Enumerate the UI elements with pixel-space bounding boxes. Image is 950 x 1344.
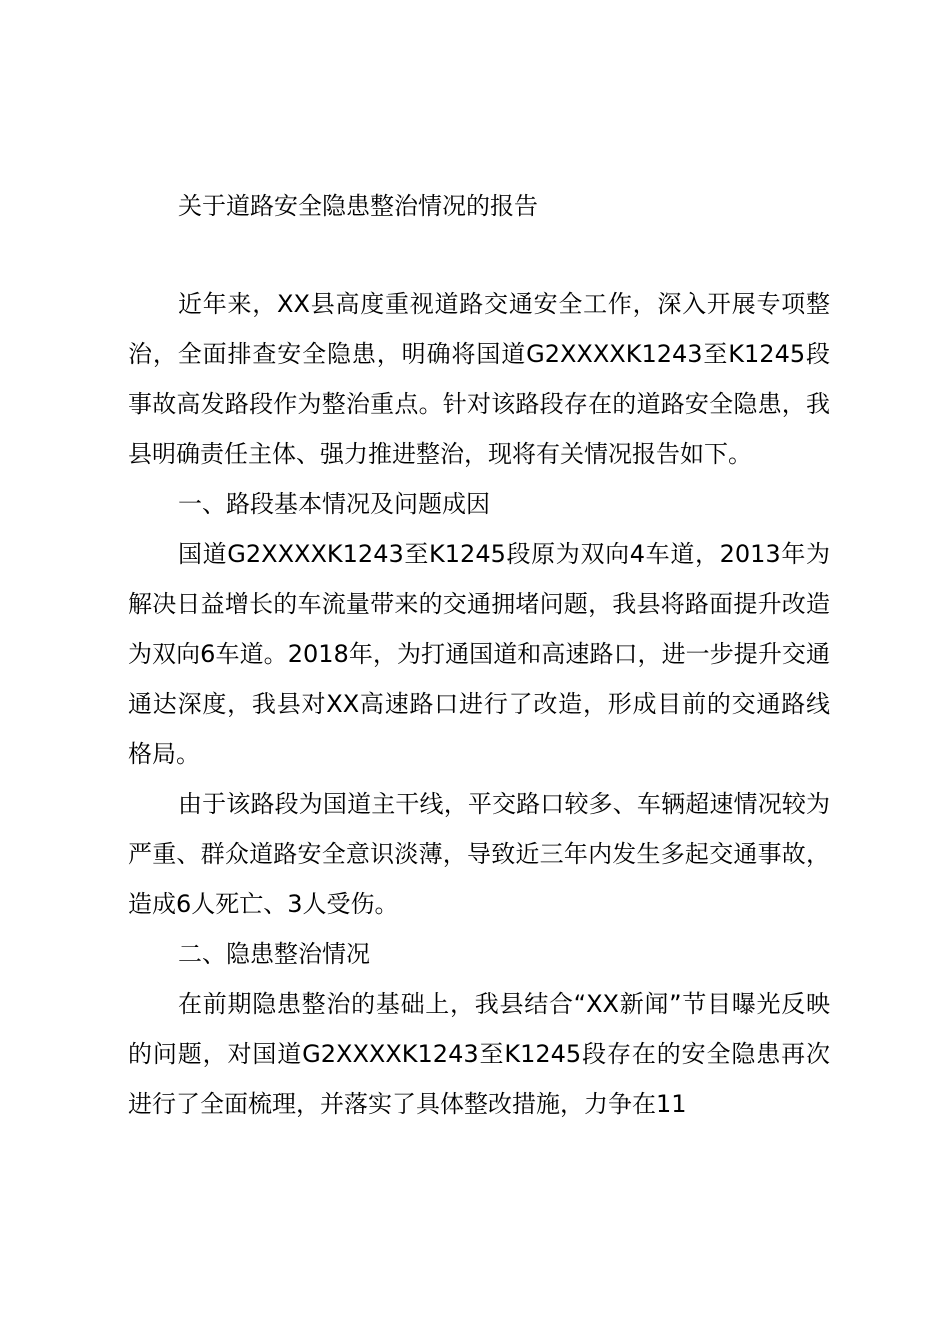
intro-paragraph: 近年来，XX县高度重视道路交通安全工作，深入开展专项整治，全面排查安全隐患，明确将国道G2XXXXK1243至K1245段事故高发路段作为整治重点。针对该路段存在的道路安全隐患，我县明确责任主体、强力推进整治，现将有关情况报告如下。 <box>128 290 830 468</box>
section-2-paragraph-1: 在前期隐患整治的基础上，我县结合“XX新闻”节目曝光反映的问题，对国道G2XXXXK1243至K1245段存在的安全隐患再次进行了全面梳理，并落实了具体整改措施，力争在11 <box>128 990 830 1118</box>
section-1-paragraph-1: 国道G2XXXXK1243至K1245段原为双向4车道，2013年为解决日益增长的车流量带来的交通拥堵问题，我县将路面提升改造为双向6车道。2018年，为打通国道和高速路口，进一步提升交通通达深度，我县对XX高速路口进行了改造，形成目前的交通路线格局。 <box>128 540 830 768</box>
section-heading-2: 二、隐患整治情况 <box>178 940 370 968</box>
report-body <box>128 279 830 1129</box>
report-title: 关于道路安全隐患整治情况的报告 <box>178 192 538 220</box>
section-1-paragraph-2: 由于该路段为国道主干线，平交路口较多、车辆超速情况较为严重、群众道路安全意识淡薄，导致近三年内发生多起交通事故，造成6人死亡、3人受伤。 <box>128 790 830 918</box>
section-heading-1: 一、路段基本情况及问题成因 <box>178 490 490 518</box>
